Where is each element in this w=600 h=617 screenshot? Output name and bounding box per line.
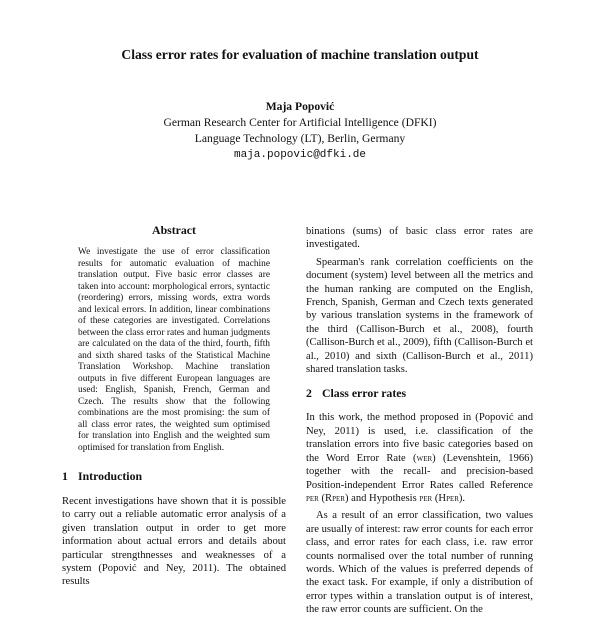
continued-paragraph: binations (sums) of basic class error rates are investigated.	[306, 226, 533, 251]
section-title: Introduction	[78, 469, 143, 483]
paper-title: Class error rates for evaluation of machine translation output	[121, 47, 479, 62]
introduction-paragraph: Recent investigations have shown that it is possible to carry out a reliable automatic error analysis of a given translation output in order to get more information about actual errors and details about particular strengthnesses and weaknesses of a system (Popović and Ney, 2011). The obtained results	[62, 496, 286, 588]
author-email: maja.popovic@dfki.de	[233, 149, 367, 161]
left-column	[62, 223, 286, 589]
affiliation-line-2: Language Technology (LT), Berlin, Germany	[194, 132, 406, 145]
abstract-text: We investigate the use of error classification results for automatic evaluation of machine translation output. Five basic error classes are taken into account: morphological errors, syntactic (reordering) errors, missing words, extra words and lexical errors. In addition, linear combinations of these categories are investigated. Correlations between the class error rates and human judgments are calculated on the data of the third, fourth, fifth and sixth shared tasks of the Statistical Machine Translation Workshop. Machine translation outputs in five different European languages are used: English, Spanish, French, German and Czech. The results show that the following combinations are the most promising: the sum of all class error rates, the weighted sum optimised for translation into English and the weighted sum optimised for translation from English.	[78, 247, 270, 453]
affiliation-line-1: German Research Center for Artificial Intelligence (DFKI)	[163, 116, 437, 129]
section-title: Class error rates	[322, 386, 407, 401]
section-heading-class-error-rates	[306, 386, 533, 401]
abstract-body	[78, 247, 270, 454]
section-number: 1	[62, 469, 68, 483]
right-column-body	[306, 225, 533, 376]
introduction-body	[62, 495, 286, 589]
section-heading-introduction	[62, 469, 286, 484]
section-number: 2	[306, 386, 312, 401]
spearman-paragraph: Spearman's rank correlation coefficients on the document (system) level between all the metrics and the human ranking are computed on the English, French, Spanish, German and Czech texts generated by various translation systems in the framework of the third (Callison-Burch et al., 2008), fourth (Callison-Burch et al., 2009), fifth (Callison-Burch et al., 2010) and sixth (Callison-Burch et al., 2011) shared translation tasks.	[306, 256, 533, 376]
author-name: Maja Popović	[265, 100, 335, 113]
right-column	[306, 225, 533, 617]
error-counts-paragraph: As a result of an error classification, two values are usually of interest: raw error counts for each error class, and error rates for each class, i.e. raw error counts normalised over the total number of running words. Which of the values is preferred depends of the exact task. For example, if only a distribution of error types within a translation output is of interest, the raw error counts are sufficient. On the	[306, 510, 533, 616]
method-paragraph: In this work, the method proposed in (Popović and Ney, 2011) is used, i.e. classification of the translation errors into five basic categories based on the Word Error Rate (wer) (Levenshtein, 1966) together with the recall- and precision-based Position-independent Error Rates called Reference per (Rper) and Hypothesis per (Hper).	[306, 412, 533, 504]
class-error-rates-body	[306, 411, 533, 616]
abstract-heading: Abstract	[152, 223, 196, 237]
author-block	[0, 99, 600, 163]
